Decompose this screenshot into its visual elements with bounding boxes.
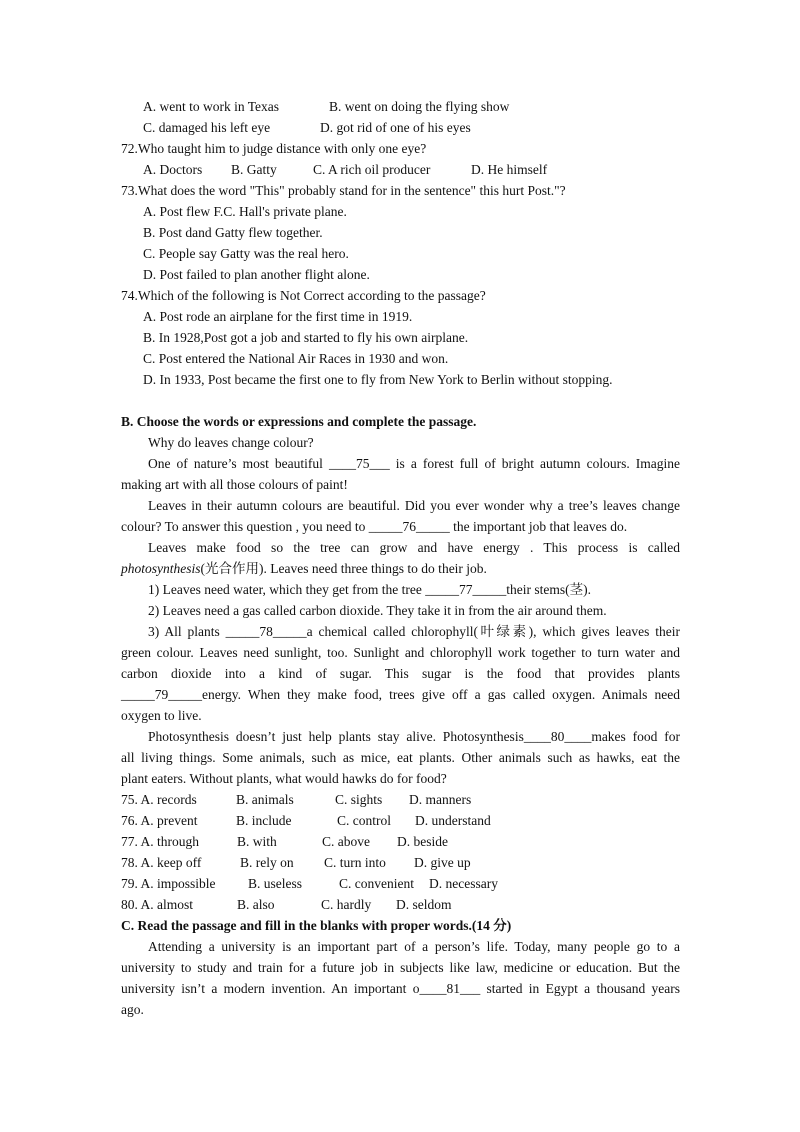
choice-77-d: D. beside <box>397 834 448 849</box>
q72-question: 72.Who taught him to judge distance with only one eye? <box>121 141 427 156</box>
q72-option-d: D. He himself <box>471 162 548 177</box>
q74-option-d: D. In 1933, Post became the first one to fly from New York to Berlin without stopping. <box>143 372 613 387</box>
choice-75-c: C. sights <box>335 792 383 807</box>
choice-79-b: B. useless <box>248 876 302 891</box>
passage-b-item3-line5: oxygen to live. <box>121 708 202 723</box>
choice-77-b: B. with <box>237 834 277 849</box>
choice-76-d: D. understand <box>415 813 491 828</box>
q73-option-a: A. Post flew F.C. Hall's private plane. <box>143 204 347 219</box>
passage-b-item3-line4: _____79_____energy. When they make food, trees give off a gas called oxygen. Animals need <box>121 687 680 702</box>
choice-80-c: C. hardly <box>321 897 372 912</box>
passage-b-p2-line1: Leaves in their autumn colours are beautiful. Did you ever wonder why a tree’s leaves change <box>148 498 680 513</box>
choice-79-c: C. convenient <box>339 876 414 891</box>
passage-b-p2-line2: colour? To answer this question , you need to _____76_____ the important job that leaves do. <box>121 519 628 534</box>
section-b-heading: B. Choose the words or expressions and complete the passage. <box>121 414 477 429</box>
q73-question: 73.What does the word "This" probably stand for in the sentence" this hurt Post."? <box>121 183 566 198</box>
choice-75-b: B. animals <box>236 792 294 807</box>
exam-page <box>121 96 680 1020</box>
passage-b-p3-line2 <box>121 558 680 579</box>
q74-option-c: C. Post entered the National Air Races in 1930 and won. <box>143 351 449 366</box>
choice-row-80 <box>121 894 680 915</box>
passage-b-item3-line2: green colour. Leaves need sunlight, too. Sunlight and chlorophyll work together to turn water and <box>121 645 680 660</box>
section-c-heading: C. Read the passage and fill in the blanks with proper words.(14 分) <box>121 918 512 933</box>
choice-79-d: D. necessary <box>429 876 498 891</box>
choice-row-79 <box>121 873 680 894</box>
passage-b-p5-line1: Photosynthesis doesn’t just help plants stay alive. Photosynthesis____80____makes food for <box>148 729 680 744</box>
q73-option-d: D. Post failed to plan another flight alone. <box>143 267 370 282</box>
choice-79-a: 79. A. impossible <box>121 876 216 891</box>
choice-75-a: 75. A. records <box>121 792 197 807</box>
choice-77-a: 77. A. through <box>121 834 200 849</box>
q74-option-b: B. In 1928,Post got a job and started to fly his own airplane. <box>143 330 469 345</box>
spacer <box>121 390 680 411</box>
passage-c-line4: ago. <box>121 1002 144 1017</box>
choice-76-b: B. include <box>236 813 292 828</box>
choice-76-a: 76. A. prevent <box>121 813 198 828</box>
choice-77-c: C. above <box>322 834 370 849</box>
choice-80-d: D. seldom <box>396 897 452 912</box>
choice-76-c: C. control <box>337 813 391 828</box>
passage-b-item2: 2) Leaves need a gas called carbon dioxide. They take it in from the air around them. <box>148 603 607 618</box>
q71-options-row-2 <box>121 117 680 138</box>
passage-b-p1-line2: making art with all those colours of paint! <box>121 477 348 492</box>
q74-question: 74.Which of the following is Not Correct according to the passage? <box>121 288 486 303</box>
passage-b-p3-line1: Leaves make food so the tree can grow and have energy . This process is called <box>148 540 680 555</box>
choice-80-b: B. also <box>237 897 275 912</box>
term-photosynthesis: photosynthesis <box>121 561 201 576</box>
q72-option-c: C. A rich oil producer <box>313 162 431 177</box>
q73-option-b: B. Post dand Gatty flew together. <box>143 225 323 240</box>
passage-c-line3: university isn’t a modern invention. An important o____81___ started in Egypt a thousand years <box>121 981 680 996</box>
q72-option-a: A. Doctors <box>143 162 203 177</box>
passage-b-item3-line3: carbon dioxide into a kind of sugar. This sugar is the food that provides plants <box>121 666 680 681</box>
q71-option-c: C. damaged his left eye <box>143 120 271 135</box>
choice-row-76 <box>121 810 680 831</box>
passage-b-item3-line1: 3) All plants _____78_____a chemical called chlorophyll(叶绿素), which gives leaves their <box>148 624 680 639</box>
choice-row-75 <box>121 789 680 810</box>
q71-options-row-1 <box>121 96 680 117</box>
passage-title: Why do leaves change colour? <box>148 435 314 450</box>
choice-78-b: B. rely on <box>240 855 294 870</box>
q73-option-c: C. People say Gatty was the real hero. <box>143 246 349 261</box>
passage-b-item1: 1) Leaves need water, which they get from the tree _____77_____their stems(茎). <box>148 582 591 597</box>
q74-option-a: A. Post rode an airplane for the first time in 1919. <box>143 309 413 324</box>
passage-c-line2: university to study and train for a future job in subjects like law, medicine or education. But the <box>121 960 680 975</box>
choice-row-78 <box>121 852 680 873</box>
q71-option-b: B. went on doing the flying show <box>329 99 510 114</box>
choice-78-a: 78. A. keep off <box>121 855 202 870</box>
choice-75-d: D. manners <box>409 792 472 807</box>
q71-option-a: A. went to work in Texas <box>143 99 280 114</box>
passage-b-p3-line2-rest: (光合作用). Leaves need three things to do their job. <box>200 561 487 576</box>
q72-option-b: B. Gatty <box>231 162 277 177</box>
choice-78-c: C. turn into <box>324 855 386 870</box>
q71-option-d: D. got rid of one of his eyes <box>320 120 471 135</box>
choice-row-77 <box>121 831 680 852</box>
passage-b-p1-line1: One of nature’s most beautiful ____75___ is a forest full of bright autumn colours. Imagine <box>148 456 680 471</box>
choice-78-d: D. give up <box>414 855 471 870</box>
passage-b-p5-line3: plant eaters. Without plants, what would hawks do for food? <box>121 771 447 786</box>
passage-b-p5-line2: all living things. Some animals, such as mice, eat plants. Other animals such as hawks, eat the <box>121 750 680 765</box>
passage-c-line1: Attending a university is an important part of a person’s life. Today, many people go to a <box>148 939 680 954</box>
q72-options <box>121 159 680 180</box>
choice-80-a: 80. A. almost <box>121 897 194 912</box>
